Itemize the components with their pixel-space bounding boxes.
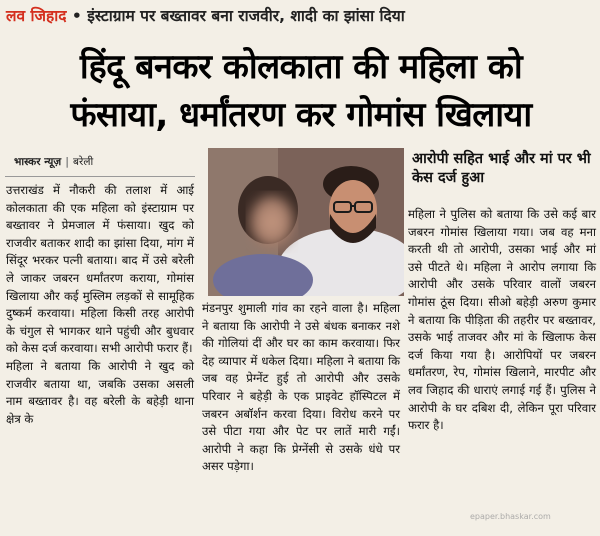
article-column-2 — [202, 300, 400, 476]
byline — [14, 155, 194, 169]
article-column-3 — [408, 206, 596, 435]
kicker-line — [6, 4, 596, 28]
kicker-text: इंस्टाग्राम पर बख्तावर बना राजवीर, शादी का झांसा दिया — [87, 7, 405, 25]
column-2-paragraph: मंडनपुर शुमाली गांव का रहने वाला है। महिला ने बताया कि आरोपी ने उसे बंधक बनाकर नशे की गोलियां दीं और घर का काम करवाया। फिर देह व्यापार में धकेल दिया। महिला ने बताया कि जब वह प्रेग्नेंट हुई तो आरोपी और उसके परिवार ने बहेड़ी के एक प्राइवेट हॉस्पिटल में जबरन अबॉर्शन करवा दिया। विरोध करने पर उसे पीटा गया और पेट पर लातें मारी गईं। आरोपी ने कहा कि प्रेग्नेंसी से उसके धंधे पर असर पड़ेगा। — [202, 301, 400, 474]
headline-line-1: हिंदू बनकर कोलकाता की महिला को — [79, 47, 523, 87]
byline-separator: | — [65, 156, 70, 168]
column-3-subhead: आरोपी सहित भाई और मां पर भी केस दर्ज हुआ — [412, 151, 591, 186]
photo-illustration — [208, 148, 404, 296]
byline-city: बरेली — [73, 156, 94, 168]
kicker-tag: लव जिहाद — [6, 7, 67, 25]
watermark: epaper.bhaskar.com — [470, 512, 551, 521]
column-1-paragraph-1: उत्तराखंड में नौकरी की तलाश में आई कोलकाता की एक महिला को इंस्टाग्राम पर बख्तावर ने प्रेमजाल में फंसाया। खुद को राजवीर बताकर शादी का झांसा दिया, मांग में सिंदूर भरकर पत्नी बताया। बाद में उसे बरेली ले जाकर जबरन धर्मांतरण कराया, गोमांस खिलाया और कई मुस्लिम लड़कों से सामूहिक दुष्कर्म करवाया। महिला किसी तरह आरोपी के चंगुल से भागकर थाने पहुंची और बुधवार को केस दर्ज करवाया। सभी आरोपी फरार हैं। — [6, 183, 194, 356]
byline-rule — [5, 176, 195, 177]
column-3-paragraph: महिला ने पुलिस को बताया कि उसे कई बार जबरन गोमांस खिलाया गया। जब वह मना करती थी तो आरोपी, उसका भाई और मां उसे पीटते थे। महिला ने आरोप लगाया कि आरोपी और उसके परिवार वालों जबरन गोमांस ठूंस दिया। सीओ बहेड़ी अरुण कुमार ने बताया कि पीड़िता की तहरीर पर बख्तावर, उसके भाई ताजवर और मां के खिलाफ केस दर्ज किया गया है। आरोपियों पर जबरन धर्मांतरण, रेप, गोमांस खिलाने, मारपीट और लव जिहाद की धाराएं लगाई गई हैं। पुलिस ने आरोपी के घर दबिश दी, लेकिन पूरा परिवार फरार है। — [408, 207, 596, 433]
article-column-1 — [6, 182, 194, 428]
news-photo — [208, 148, 404, 296]
column-1-paragraph-2: महिला ने बताया कि आरोपी ने खुद को राजवीर बताया था, जबकि उसका असली नाम बख्तावर है। वह बरेली के बहेड़ी थाना क्षेत्र के — [6, 358, 194, 426]
byline-source: भास्कर न्यूज़ — [14, 156, 62, 168]
headline-line-2: फंसाया, धर्मांतरण कर गोमांस खिलाया — [70, 95, 532, 135]
kicker-bullet: • — [71, 7, 82, 25]
